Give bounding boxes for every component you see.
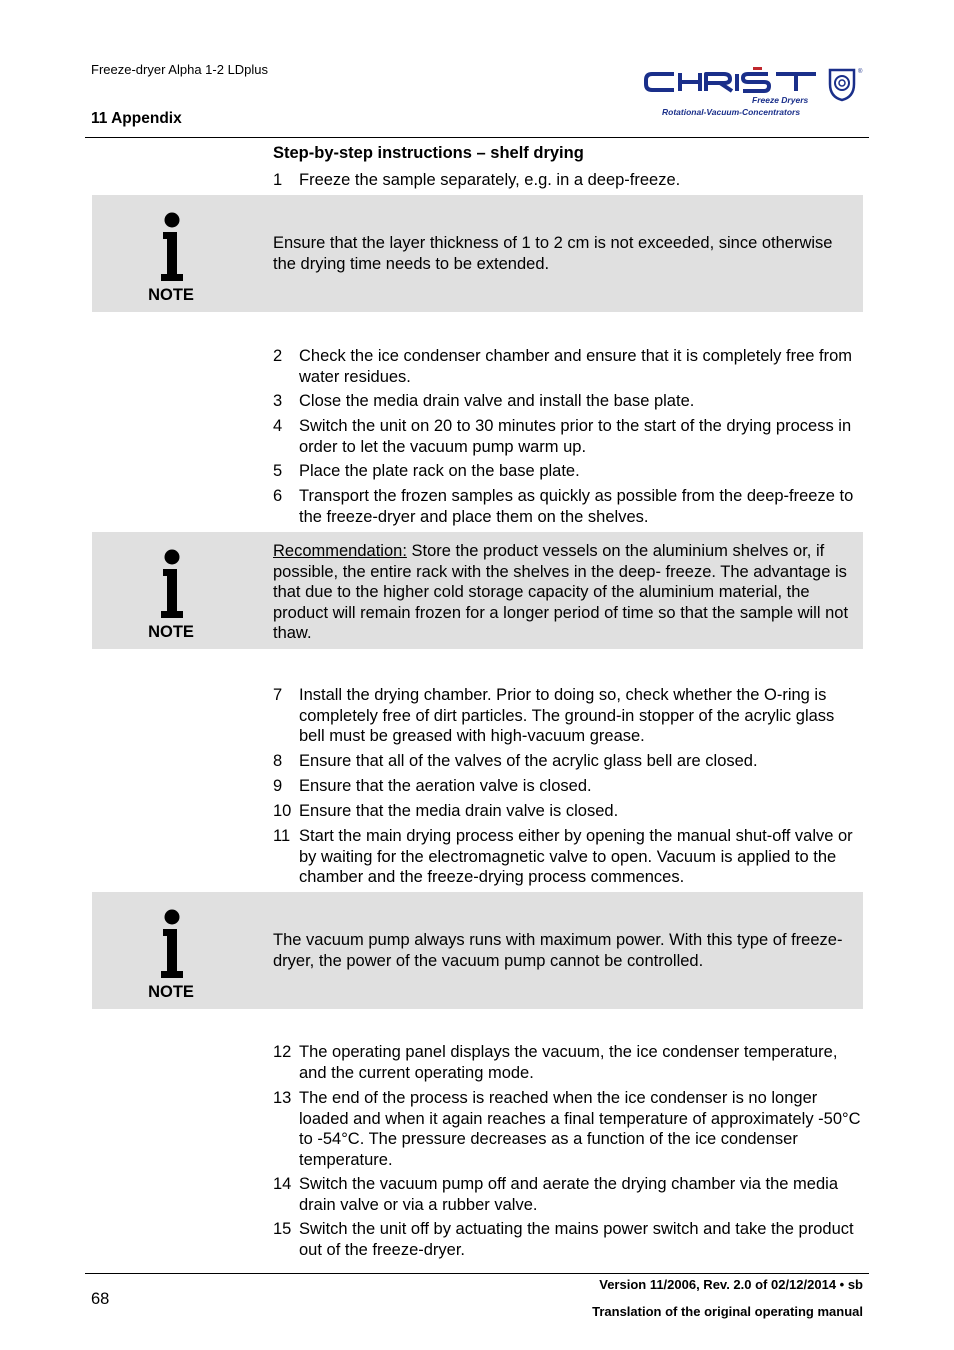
step-number: 13: [273, 1089, 292, 1107]
step-text: Transport the frozen samples as quickly as possible from the deep-freeze to the freeze-dryer and place them on the shelves.: [299, 487, 854, 526]
logo-line-1: Freeze Dryers: [752, 95, 809, 105]
step-number: 8: [273, 752, 283, 770]
document-title: Freeze-dryer Alpha 1-2 LDplus: [91, 62, 269, 77]
step-text: Ensure that the aeration valve is closed.: [299, 777, 592, 795]
step-text: Place the plate rack on the base plate.: [299, 462, 580, 480]
step-text: Ensure that all of the valves of the acrylic glass bell are closed.: [299, 752, 758, 770]
note-box: [92, 195, 863, 312]
chapter-title: 11 Appendix: [91, 110, 182, 127]
step-number: 12: [273, 1043, 292, 1061]
info-icon: [152, 549, 192, 621]
note-text: Ensure that the layer thickness of 1 to 2 cm is not exceeded, since otherwise the drying time needs to be extended.: [273, 234, 833, 273]
note-box: [92, 892, 863, 1009]
step-number: 4: [273, 417, 283, 435]
recommendation-body: Store the product vessels on the aluminium shelves or, if possible, the entire rack with the shelves in the deep- freeze. The advantage is that due to the higher cold storage capacity of the aluminium material, the product will remain frozen for a longer period of time so that the sample will not thaw.: [273, 542, 849, 642]
step-text: Freeze the sample separately, e.g. in a deep-freeze.: [299, 171, 681, 189]
info-icon: [152, 212, 192, 284]
step-number: 5: [273, 462, 283, 480]
page-number: 68: [91, 1290, 110, 1308]
note-text: The vacuum pump always runs with maximum power. With this type of freeze-dryer, the power of the vacuum pump cannot be controlled.: [273, 931, 843, 970]
step-text: Check the ice condenser chamber and ensure that it is completely free from water residues.: [299, 347, 853, 386]
info-icon: [152, 909, 192, 981]
step-text: The end of the process is reached when the ice condenser is no longer loaded and when it again reaches a final temperature of approximately -50°C to -54°C. The pressure decreases as a function of the ice condenser temperature.: [299, 1089, 861, 1169]
note-label: NOTE: [148, 623, 194, 641]
footer-divider: [85, 1273, 869, 1274]
step-text: Ensure that the media drain valve is closed.: [299, 802, 619, 820]
step-number: 9: [273, 777, 283, 795]
step-number: 15: [273, 1220, 292, 1238]
header-divider: [85, 137, 869, 138]
recommendation-lead: Recommendation:: [273, 542, 407, 560]
version-info: Version 11/2006, Rev. 2.0 of 02/12/2014 • sb: [599, 1277, 863, 1292]
step-number: 2: [273, 347, 283, 365]
step-text: The operating panel displays the vacuum, the ice condenser temperature, and the current operating mode.: [299, 1043, 838, 1082]
step-number: 6: [273, 487, 283, 505]
note-label: NOTE: [148, 286, 194, 304]
step-number: 11: [273, 827, 291, 845]
step-number: 3: [273, 392, 283, 410]
step-text: Install the drying chamber. Prior to doing so, check whether the O-ring is completely free of dirt particles. The ground-in stopper of the acrylic glass bell must be greased with high-vacuum grease.: [299, 686, 835, 745]
logo-line-2: Rotational-Vacuum-Concentrators: [662, 107, 801, 117]
note-label: NOTE: [148, 983, 194, 1001]
step-text: Switch the vacuum pump off and aerate the drying chamber via the media drain valve or via a rubber valve.: [299, 1175, 838, 1214]
step-text: Start the main drying process either by opening the manual shut-off valve or by waiting for the electromagnetic valve to open. Vacuum is applied to the chamber and the freeze-drying process commences.: [299, 827, 853, 886]
logo-accent: [753, 67, 762, 70]
step-text: Switch the unit off by actuating the mains power switch and take the product out of the freeze-dryer.: [299, 1220, 854, 1259]
note-box: [92, 532, 863, 649]
note-text: [273, 541, 858, 644]
step-number: 7: [273, 686, 283, 704]
registered-mark: ®: [858, 69, 863, 75]
step-text: Close the media drain valve and install the base plate.: [299, 392, 695, 410]
step-number: 10: [273, 802, 292, 820]
step-text: Switch the unit on 20 to 30 minutes prior to the start of the drying process in order to let the vacuum pump warm up.: [299, 417, 852, 456]
christ-logo: [640, 64, 866, 120]
translation-note: Translation of the original operating manual: [592, 1304, 863, 1319]
step-number: 1: [273, 171, 283, 189]
step-number: 14: [273, 1175, 292, 1193]
section-heading: Step-by-step instructions – shelf drying: [273, 144, 584, 162]
